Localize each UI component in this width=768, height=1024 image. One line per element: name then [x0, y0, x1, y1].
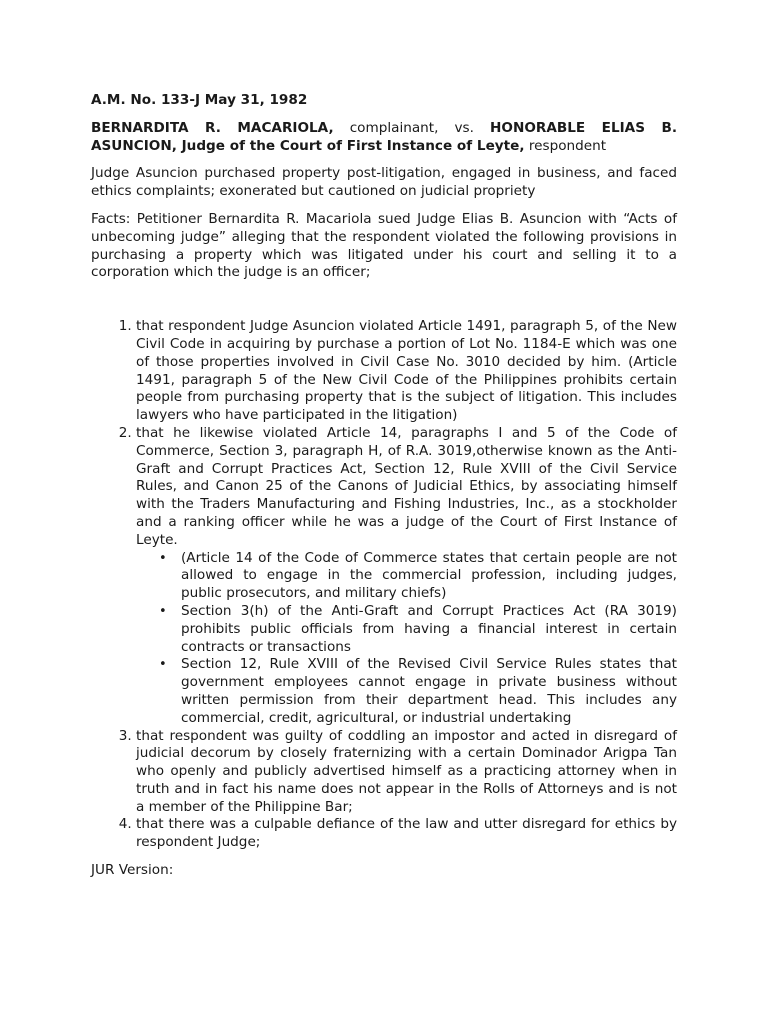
- case-summary: Judge Asuncion purchased property post-litigation, engaged in business, and faced ethics complaints; exonerated but cautioned on judicial propriety: [91, 165, 677, 200]
- sub-list: [136, 550, 677, 728]
- allegation-item: [136, 728, 677, 817]
- facts-paragraph: Facts: Petitioner Bernardita R. Macariola sued Judge Elias B. Asuncion with “Acts of unbecoming judge” alleging that the respondent violated the following provisions in purchasing a property which was litigated under his court and selling it to a corporation which the judge is an officer;: [91, 210, 677, 281]
- sub-item-text: Section 3(h) of the Anti-Graft and Corrupt Practices Act (RA 3019) prohibits public officials from having a financial interest in certain contracts or transactions: [181, 602, 677, 655]
- allegation-item: [136, 425, 677, 728]
- sub-item: [159, 602, 677, 656]
- case-parties: [91, 120, 677, 156]
- allegation-item: [136, 318, 677, 425]
- case-number: A.M. No. 133-J May 31, 1982: [91, 92, 308, 108]
- spacer: [91, 292, 677, 318]
- allegation-text: that he likewise violated Article 14, paragraphs I and 5 of the Code of Commerce, Section 3, paragraph H, of R.A. 3019,otherwise known as the Anti-Graft and Corrupt Practices Act, Section 12, Rule XVIII of the Civil Service Rules, and Canon 25 of the Canons of Judicial Ethics, by associating himself with the Traders Manufacturing and Fishing Industries, Inc., as a stockholder and a ranking officer while he was a judge of the Court of First Instance of Leyte.: [136, 424, 677, 548]
- sub-item: [159, 549, 677, 603]
- sub-item-text: (Article 14 of the Code of Commerce states that certain people are not allowed to engage in the commercial profession, including judges, public prosecutors, and military chiefs): [181, 549, 677, 602]
- respondent-role: respondent: [524, 137, 607, 154]
- complainant-name: BERNARDITA R. MACARIOLA,: [91, 119, 334, 136]
- jur-version-label: JUR Version:: [91, 862, 174, 879]
- sub-item-text: Section 12, Rule XVIII of the Revised Civil Service Rules states that government employees cannot engage in private business without written permission from their department head. This includes any commercial, credit, agricultural, or industrial undertaking: [181, 656, 677, 726]
- allegations-list: [91, 318, 677, 852]
- sub-item: [159, 656, 677, 727]
- bullet-icon: •: [159, 603, 167, 619]
- respondent-name: HONORABLE ELIAS B. ASUNCION, Judge of the Court of First Instance of Leyte,: [91, 119, 677, 154]
- bullet-icon: •: [159, 550, 167, 566]
- allegation-text: that respondent Judge Asuncion violated Article 1491, paragraph 5, of the New Civil Code in acquiring by purchase a portion of Lot No. 1184-E which was one of those properties involved in Civil Case No. 3010 decided by him. (Article 1491, paragraph 5 of the New Civil Code of the Philippines prohibits certain people from purchasing property that is the subject of litigation. This includes lawyers who have participated in the litigation): [136, 318, 677, 424]
- bullet-icon: •: [159, 657, 167, 673]
- allegation-item: [136, 816, 677, 852]
- allegation-text: that respondent was guilty of coddling an impostor and acted in disregard of judicial decorum by closely fraternizing with a certain Dominador Arigpa Tan who openly and publicly advertised himself as a practicing attorney when in truth and in fact his name does not appear in the Rolls of Attorneys and is not a member of the Philippine Bar;: [136, 727, 677, 815]
- complainant-role: complainant, vs.: [333, 119, 491, 136]
- allegation-text: that there was a culpable defiance of the law and utter disregard for ethics by respondent Judge;: [136, 816, 677, 851]
